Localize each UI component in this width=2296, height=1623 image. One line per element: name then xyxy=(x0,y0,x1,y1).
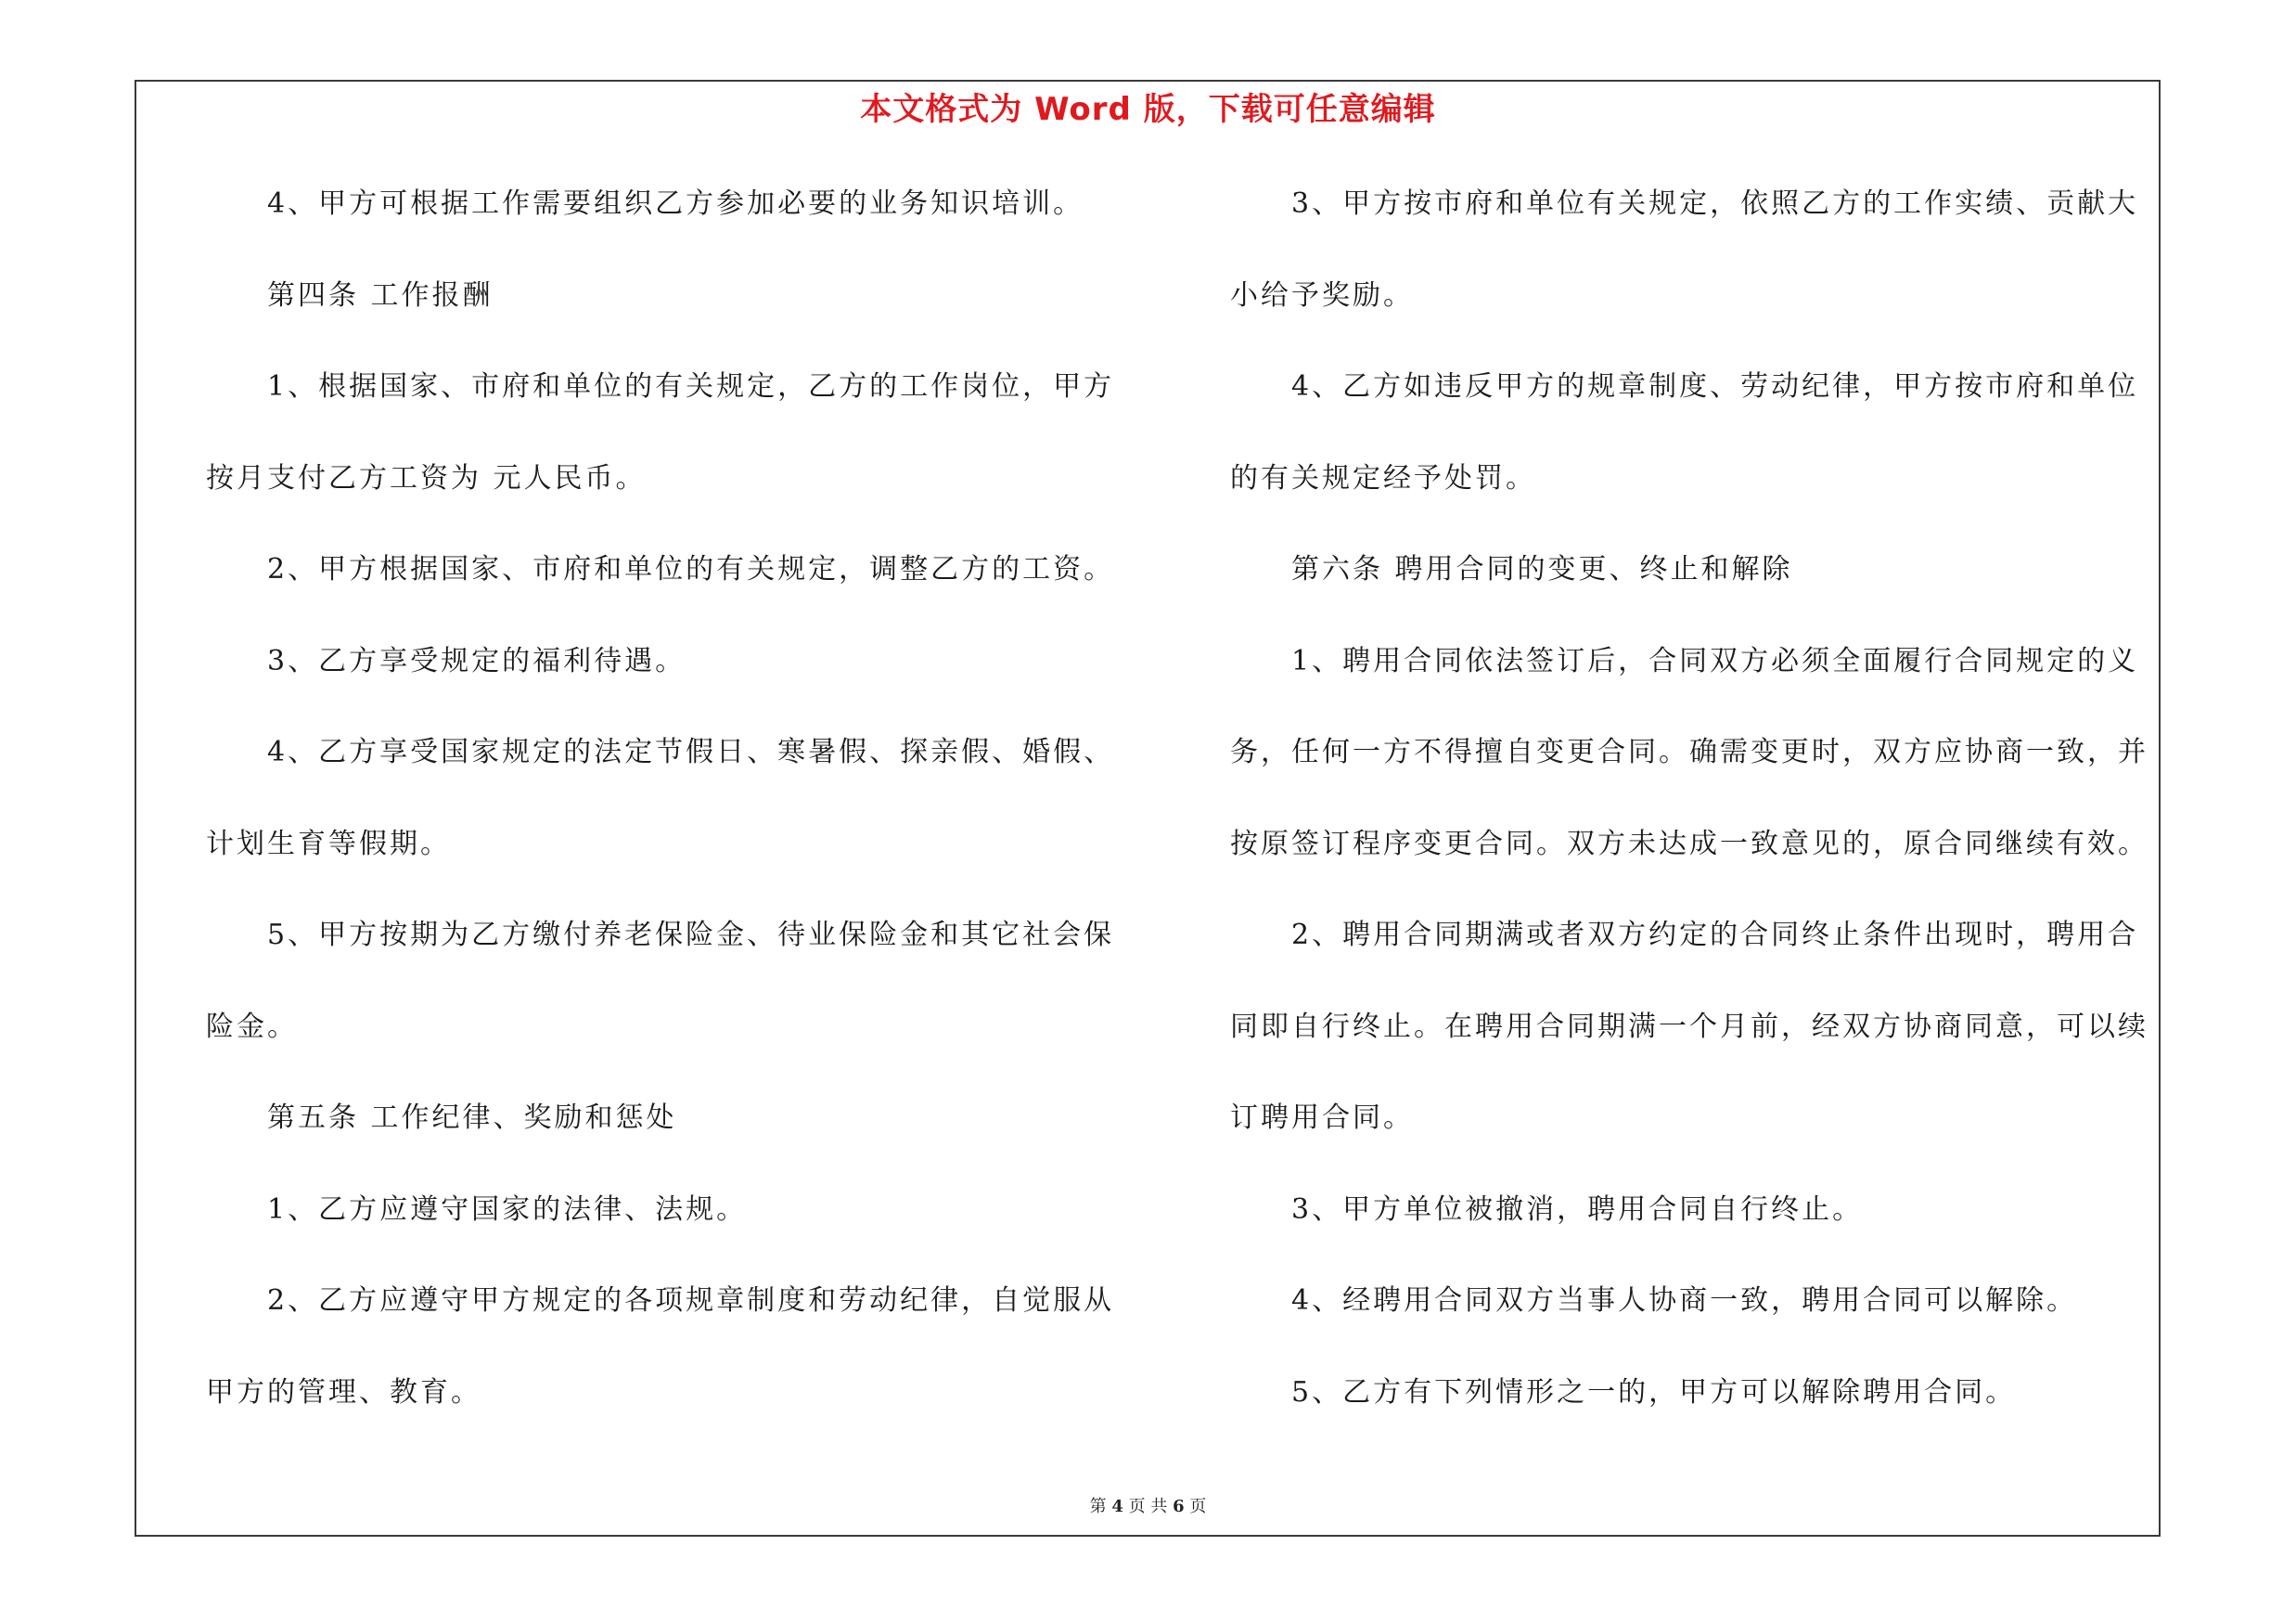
text-line: 4、经聘用合同双方当事人协商一致，聘用合同可以解除。 xyxy=(1291,1284,2078,1317)
text-line: 的有关规定经予处罚。 xyxy=(1230,462,1536,495)
text-line: 第五条 工作纪律、奖励和惩处 xyxy=(267,1101,677,1134)
text-line: 3、乙方享受规定的福利待遇。 xyxy=(267,645,686,677)
text-line: 4、甲方可根据工作需要组织乙方参加必要的业务知识培训。 xyxy=(267,187,1084,220)
text-line: 4、乙方如违反甲方的规章制度、劳动纪律，甲方按市府和单位 xyxy=(1291,370,2139,403)
text-line: 4、乙方享受国家规定的法定节假日、寒暑假、探亲假、婚假、 xyxy=(267,736,1115,768)
total-pages-number: 6 xyxy=(1173,1497,1185,1516)
text-line: 按月支付乙方工资为 元人民币。 xyxy=(206,462,647,495)
footer-suffix: 页 xyxy=(1189,1497,1207,1516)
text-line: 1、乙方应遵守国家的法律、法规。 xyxy=(267,1193,748,1226)
text-line: 险金。 xyxy=(206,1011,298,1043)
text-line: 小给予奖励。 xyxy=(1230,279,1414,312)
text-line: 3、甲方按市府和单位有关规定，依照乙方的工作实绩、贡献大 xyxy=(1291,187,2139,220)
text-line: 按原签订程序变更合同。双方未达成一致意见的，原合同继续有效。 xyxy=(1230,828,2148,860)
text-line: 5、甲方按期为乙方缴付养老保险金、待业保险金和其它社会保 xyxy=(267,919,1115,951)
text-line: 务，任何一方不得擅自变更合同。确需变更时，双方应协商一致，并 xyxy=(1230,736,2148,768)
page-footer xyxy=(0,1496,2296,1518)
format-notice: 本文格式为 Word 版，下载可任意编辑 xyxy=(860,91,1436,128)
footer-middle: 页 共 xyxy=(1128,1497,1168,1516)
text-line: 2、甲方根据国家、市府和单位的有关规定，调整乙方的工资。 xyxy=(267,553,1115,586)
text-line: 同即自行终止。在聘用合同期满一个月前，经双方协商同意，可以续 xyxy=(1230,1011,2148,1043)
text-line: 3、甲方单位被撤消，聘用合同自行终止。 xyxy=(1291,1193,1864,1226)
text-line: 2、乙方应遵守甲方规定的各项规章制度和劳动纪律，自觉服从 xyxy=(267,1284,1115,1317)
text-line: 计划生育等假期。 xyxy=(206,828,451,860)
footer-prefix: 第 xyxy=(1089,1497,1107,1516)
current-page-number: 4 xyxy=(1111,1497,1123,1516)
text-line: 1、聘用合同依法签订后，合同双方必须全面履行合同规定的义 xyxy=(1291,645,2139,677)
text-line: 2、聘用合同期满或者双方约定的合同终止条件出现时，聘用合 xyxy=(1291,919,2139,951)
text-line: 5、乙方有下列情形之一的，甲方可以解除聘用合同。 xyxy=(1291,1376,2017,1409)
text-line: 甲方的管理、教育。 xyxy=(206,1376,481,1409)
text-line: 第四条 工作报酬 xyxy=(267,279,494,312)
text-line: 订聘用合同。 xyxy=(1230,1101,1414,1134)
text-line: 第六条 聘用合同的变更、终止和解除 xyxy=(1291,553,1793,586)
text-line: 1、根据国家、市府和单位的有关规定，乙方的工作岗位，甲方 xyxy=(267,370,1115,403)
